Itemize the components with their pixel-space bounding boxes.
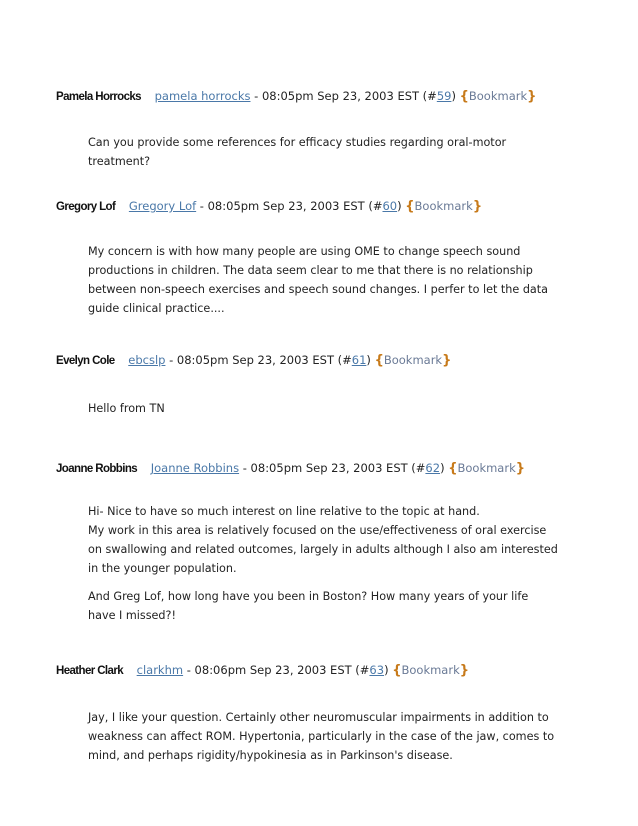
- brace-open-icon: {: [405, 199, 415, 214]
- post-body: [88, 708, 558, 765]
- author-name: Heather Clark: [56, 665, 123, 677]
- post-meta-suffix: ): [451, 89, 460, 103]
- post-paragraph: Hello from TN: [88, 402, 165, 415]
- post-body: [88, 242, 558, 318]
- post-header: [56, 352, 451, 369]
- post-number-link[interactable]: 60: [382, 199, 398, 213]
- post-paragraph: And Greg Lof, how long have you been in Boston? How many years of your life have I missed?!: [88, 590, 529, 622]
- post-timestamp: - 08:05pm Sep 23, 2003 EST (#: [250, 89, 437, 103]
- brace-open-icon: {: [459, 89, 469, 104]
- post-paragraph: Hi- Nice to have so much interest on line relative to the topic at hand.: [88, 505, 480, 518]
- brace-open-icon: {: [392, 663, 402, 678]
- author-name: Gregory Lof: [56, 201, 116, 213]
- brace-close-icon: }: [515, 461, 526, 476]
- post-meta-suffix: ): [384, 663, 393, 677]
- post-header: [56, 88, 536, 105]
- bookmark-link[interactable]: Bookmark: [414, 199, 473, 213]
- post-number-link[interactable]: 61: [351, 353, 367, 367]
- post-meta-suffix: ): [366, 353, 375, 367]
- post-timestamp: - 08:05pm Sep 23, 2003 EST (#: [165, 353, 352, 367]
- brace-open-icon: {: [374, 353, 384, 368]
- brace-open-icon: {: [448, 461, 458, 476]
- post-timestamp: - 08:06pm Sep 23, 2003 EST (#: [183, 663, 370, 677]
- bookmark-link[interactable]: Bookmark: [457, 461, 516, 475]
- post-number-link[interactable]: 63: [369, 663, 385, 677]
- post-meta-suffix: ): [440, 461, 449, 475]
- post-paragraph: My concern is with how many people are using OME to change speech sound productions in children. The data seem clear to me that there is no relationship between non-speech exercises and speech sound changes. I perfer to let the data guide clinical practice....: [88, 245, 549, 315]
- username-link[interactable]: clarkhm: [136, 663, 184, 677]
- bookmark-link[interactable]: Bookmark: [383, 353, 443, 367]
- post-body: [88, 133, 568, 171]
- brace-close-icon: }: [527, 89, 537, 104]
- post-paragraph: Can you provide some references for efficacy studies regarding oral-motor treatment?: [88, 136, 507, 168]
- username-link[interactable]: pamela horrocks: [154, 89, 251, 103]
- post-header: [56, 662, 469, 679]
- post-timestamp: - 08:05pm Sep 23, 2003 EST (#: [196, 199, 383, 213]
- author-name: Pamela Horrocks: [56, 91, 141, 103]
- post-paragraph: Jay, I like your question. Certainly other neuromuscular impairments in addition to weakness can affect ROM. Hypertonia, particularly in the case of the jaw, comes to mind, and perhaps rigidity/hypokinesia as in Parkinson's disease.: [88, 711, 555, 762]
- post-meta-suffix: ): [397, 199, 406, 213]
- post-body: [88, 502, 558, 625]
- post-body: [88, 399, 558, 418]
- post-header: [56, 198, 482, 215]
- brace-close-icon: }: [442, 353, 452, 368]
- post-number-link[interactable]: 59: [436, 89, 452, 103]
- username-link[interactable]: Gregory Lof: [128, 199, 197, 213]
- post-number-link[interactable]: 62: [425, 461, 441, 475]
- author-name: Joanne Robbins: [56, 463, 138, 475]
- author-name: Evelyn Cole: [56, 355, 115, 367]
- brace-close-icon: }: [459, 663, 470, 678]
- username-link[interactable]: ebcslp: [128, 353, 166, 367]
- brace-close-icon: }: [472, 199, 483, 214]
- bookmark-link[interactable]: Bookmark: [468, 89, 528, 103]
- post-timestamp: - 08:05pm Sep 23, 2003 EST (#: [239, 461, 426, 475]
- bookmark-link[interactable]: Bookmark: [401, 663, 460, 677]
- post-paragraph: My work in this area is relatively focused on the use/effectiveness of oral exercise on swallowing and related outcomes, largely in adults although I also am interested in the younger population.: [88, 524, 558, 575]
- post-header: [56, 460, 525, 477]
- username-link[interactable]: Joanne Robbins: [150, 461, 240, 475]
